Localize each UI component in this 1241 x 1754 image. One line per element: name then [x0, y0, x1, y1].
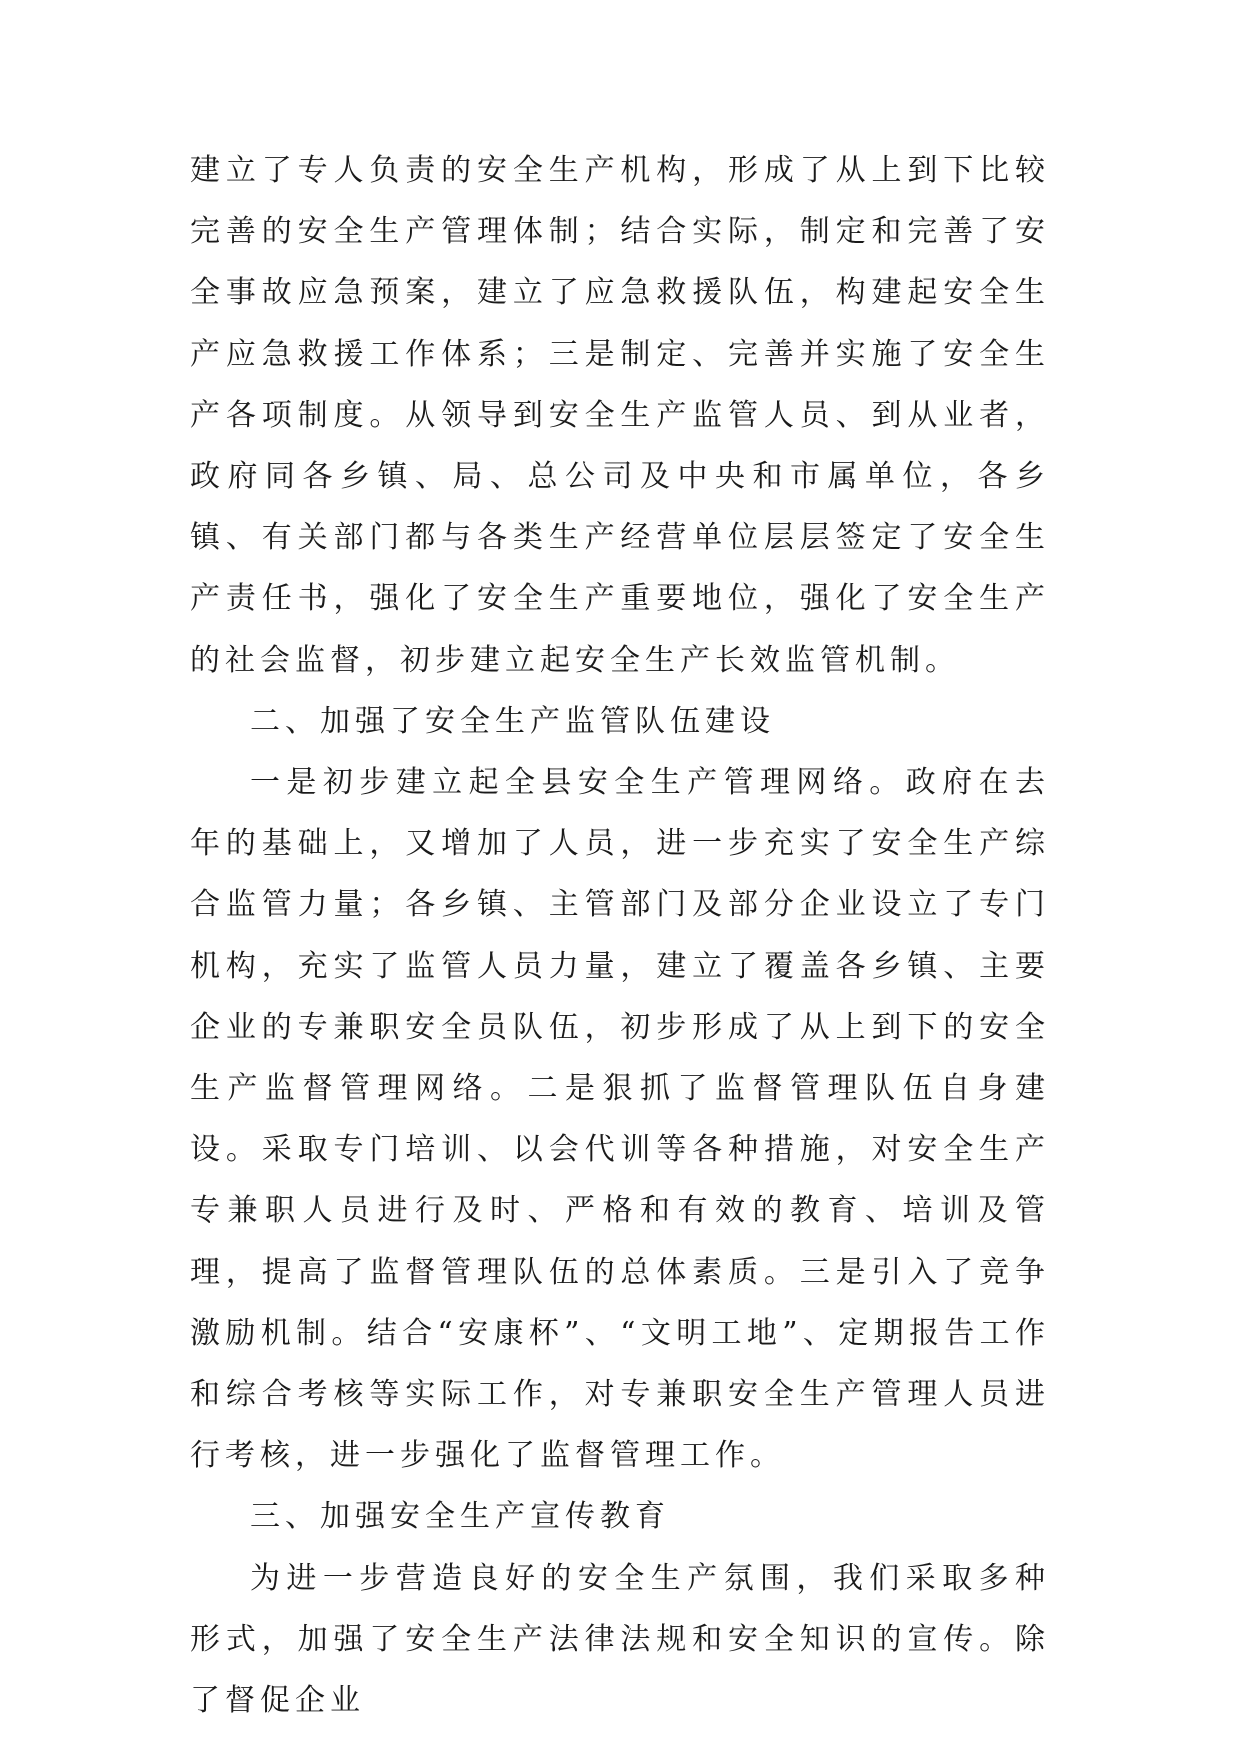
paragraph-network: 一是初步建立起全县安全生产管理网络。政府在去年的基础上，又增加了人员，进一步充实了安全生产综合监管力量；各乡镇、主管部门及部分企业设立了专门机构，充实了监管人员力量，建立了覆盖各乡镇、主要企业的专兼职安全员队伍，初步形成了从上到下的安全生产监督管理网络。二是狠抓了监督管理队伍自身建设。采取专门培训、以会代训等各种措施，对安全生产专兼职人员进行及时、严格和有效的教育、培训及管理，提高了监督管理队伍的总体素质。三是引入了竞争激励机制。结合“安康杯”、“文明工地”、定期报告工作和综合考核等实际工作，对专兼职安全生产管理人员进行考核，进一步强化了监督管理工作。 — [190, 765, 1050, 1474]
section-heading-2: 二、加强了安全生产监管队伍建设 — [250, 703, 775, 739]
section-heading-3: 三、加强安全生产宣传教育 — [250, 1499, 670, 1535]
paragraph-continued: 建立了专人负责的安全生产机构，形成了从上到下比较完善的安全生产管理体制；结合实际，制定和完善了安全事故应急预案，建立了应急救援队伍，构建起安全生产应急救援工作体系；三是制定、完善并实施了安全生产各项制度。从领导到安全生产监管人员、到从业者，政府同各乡镇、局、总公司及中央和市属单位，各乡镇、有关部门都与各类生产经营单位层层签定了安全生产责任书，强化了安全生产重要地位，强化了安全生产的社会监督，初步建立起安全生产长效监管机制。 — [190, 153, 1050, 678]
paragraph-education: 为进一步营造良好的安全生产氛围，我们采取多种形式，加强了安全生产法律法规和安全知识的宣传。除了督促企业 — [190, 1560, 1050, 1719]
document-body — [190, 140, 1050, 1731]
